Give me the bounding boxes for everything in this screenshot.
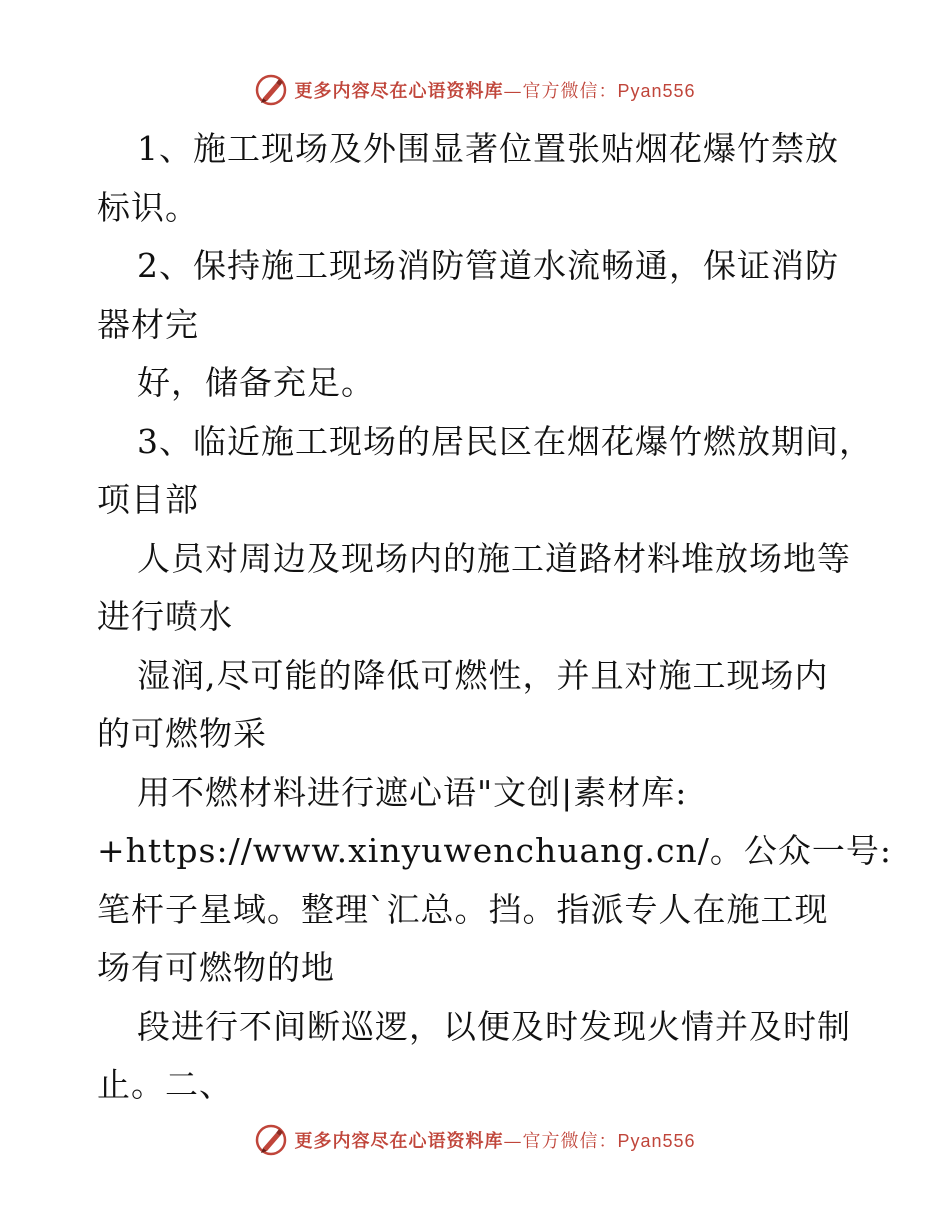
header-banner-main: 更多内容尽在心语资料库: [294, 81, 504, 102]
footer-banner-separator: —: [503, 1131, 523, 1152]
text-line: 好，储备充足。: [137, 363, 375, 402]
text-line: 的可燃物采: [97, 714, 267, 753]
footer-banner-main: 更多内容尽在心语资料库: [294, 1131, 504, 1152]
body-text: [97, 120, 893, 1115]
text-line: 湿润,尽可能的降低可燃性，并且对施工现场内: [137, 655, 829, 695]
footer-banner: [0, 1122, 950, 1158]
header-banner: [0, 72, 950, 108]
footer-banner-text: [294, 1127, 695, 1153]
header-banner-handle: Pyan556: [617, 81, 696, 101]
text-line: 场有可燃物的地: [97, 948, 335, 987]
text-line: 人员对周边及现场内的施工道路材料堆放场地等: [137, 538, 851, 578]
text-line: 标识。: [97, 187, 199, 227]
text-line: +https://www.xinyuwenchuang.cn/。公众一号:: [97, 831, 893, 870]
text-line: 用不燃材料进行遮心语"文创|素材库:: [137, 772, 688, 812]
text-line: 止。二、: [97, 1065, 233, 1104]
header-banner-separator: —: [503, 81, 523, 102]
text-line: 段进行不间断巡逻，以便及时发现火情并及时制: [137, 1006, 851, 1046]
pen-logo-icon: [254, 1123, 288, 1157]
pen-logo-icon: [254, 73, 288, 107]
footer-banner-wechat-label: 官方微信：: [522, 1131, 618, 1152]
header-banner-wechat-label: 官方微信：: [522, 81, 618, 102]
text-line: 器材完: [97, 304, 199, 344]
text-line: 3、临近施工现场的居民区在烟花爆竹燃放期间，: [137, 421, 873, 461]
text-line: 进行喷水: [97, 597, 233, 636]
text-line: 项目部: [97, 480, 199, 519]
header-banner-text: [294, 77, 695, 103]
text-line: 1、施工现场及外围显著位置张贴烟花爆竹禁放: [137, 129, 839, 168]
footer-banner-handle: Pyan556: [617, 1131, 696, 1151]
text-line: 笔杆子星域。整理`汇总。挡。指派专人在施工现: [97, 889, 829, 929]
text-line: 2、保持施工现场消防管道水流畅通，保证消防: [137, 246, 839, 285]
